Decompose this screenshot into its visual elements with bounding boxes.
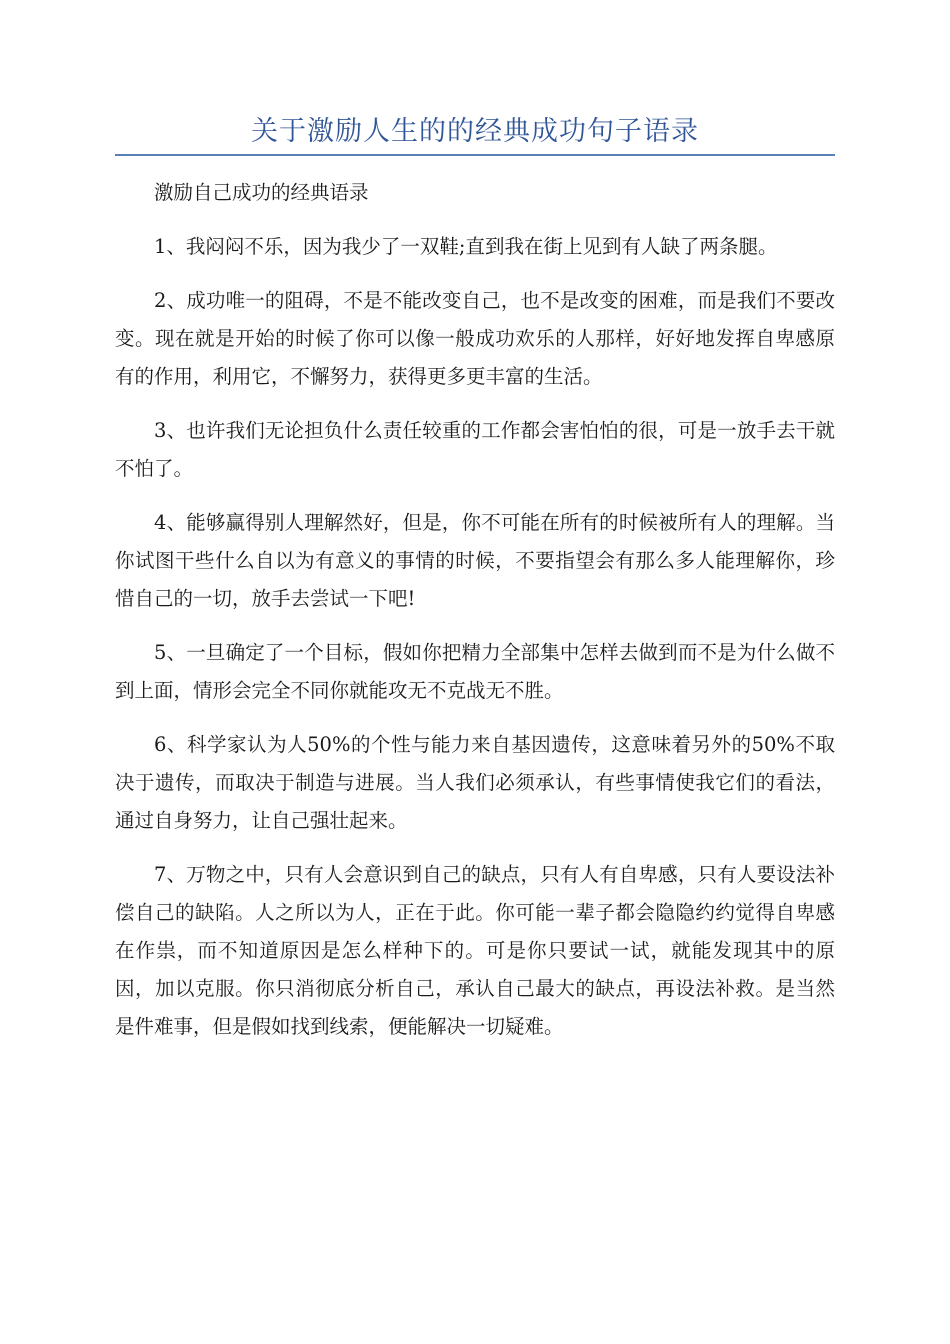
quote-paragraph-1: 1、我闷闷不乐，因为我少了一双鞋;直到我在街上见到有人缺了两条腿。 — [154, 235, 778, 258]
quote-paragraph-4: 4、能够赢得别人理解然好，但是，你不可能在所有的时候被所有人的理解。当你试图干些什么自以为有意义的事情的时候，不要指望会有那么多人能理解你，珍惜自己的一切，放手去尝试一下吧! — [115, 511, 835, 610]
title-underline — [115, 154, 835, 156]
page-title: 关于激励人生的的经典成功句子语录 — [251, 116, 699, 147]
section-heading: 激励自己成功的经典语录 — [154, 181, 369, 204]
quote-paragraph-5: 5、一旦确定了一个目标，假如你把精力全部集中怎样去做到而不是为什么做不到上面，情形会完全不同你就能攻无不克战无不胜。 — [115, 641, 835, 702]
quote-paragraph-2: 2、成功唯一的阻碍，不是不能改变自己，也不是改变的困难，而是我们不要改变。现在就是开始的时候了你可以像一般成功欢乐的人那样，好好地发挥自卑感原有的作用，利用它，不懈努力，获得更多更丰富的生活。 — [115, 289, 835, 388]
quote-paragraph-3: 3、也许我们无论担负什么责任较重的工作都会害怕怕的很，可是一放手去干就不怕了。 — [115, 419, 835, 480]
quote-paragraph-7: 7、万物之中，只有人会意识到自己的缺点，只有人有自卑感，只有人要设法补偿自己的缺陷。人之所以为人，正在于此。你可能一辈子都会隐隐约约觉得自卑感在作祟，而不知道原因是怎么样种下的。可是你只要试一试，就能发现其中的原因，加以克服。你只消彻底分析自己，承认自己最大的缺点，再设法补救。是当然是件难事，但是假如找到线索，便能解决一切疑难。 — [115, 863, 835, 1038]
document-body — [115, 174, 835, 1062]
quote-paragraph-6: 6、科学家认为人50%的个性与能力来自基因遗传，这意味着另外的50%不取决于遗传，而取决于制造与进展。当人我们必须承认，有些事情使我它们的看法，通过自身努力，让自己强壮起来。 — [115, 733, 835, 832]
